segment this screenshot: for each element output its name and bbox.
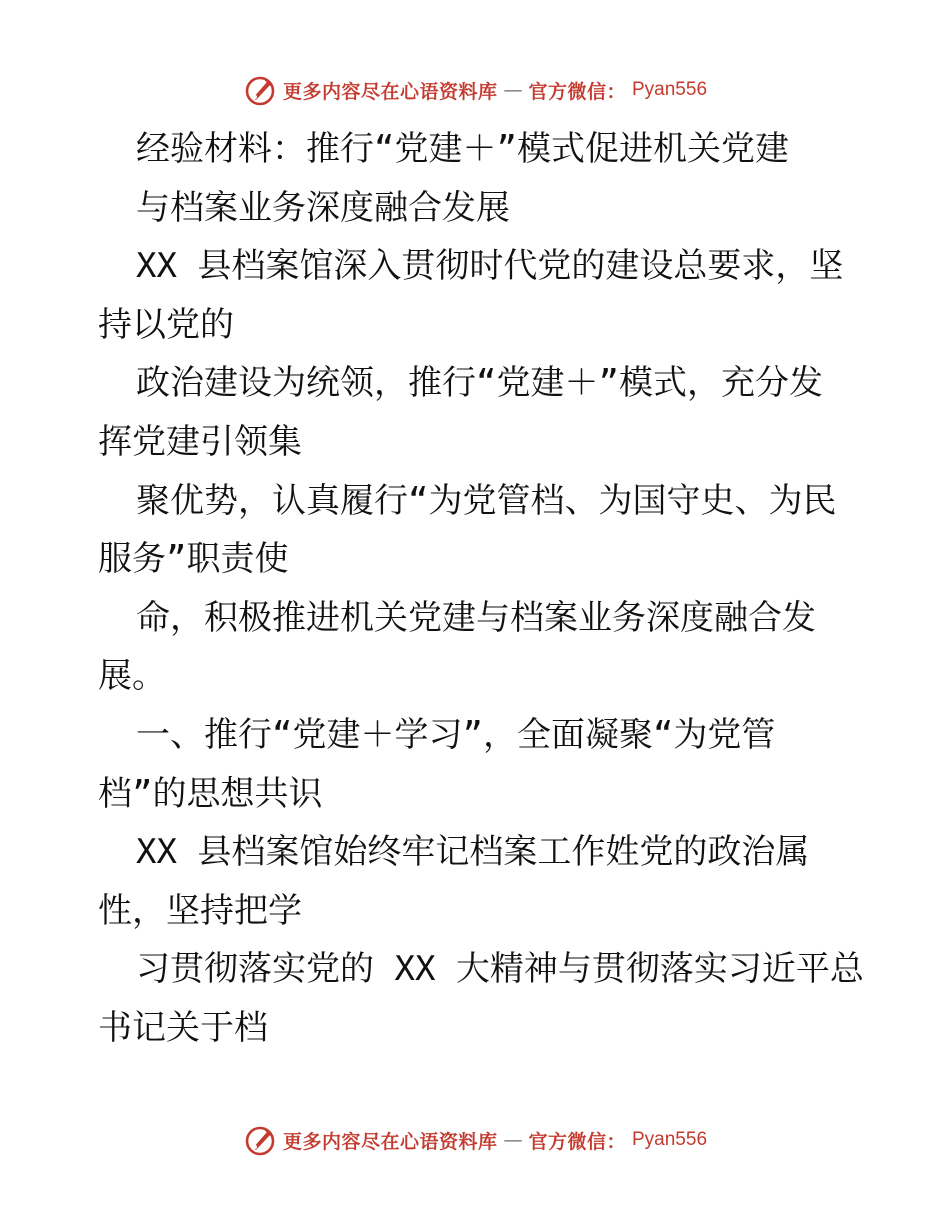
header-banner-text: 更多内容尽在心语资料库	[282, 80, 498, 103]
paragraph-line: XX 县档案馆始终牢记档案工作姓党的政治属	[136, 832, 810, 873]
paragraph-line: 持以党的	[98, 304, 234, 345]
paragraph-line: 政治建设为统领，推行“党建＋”模式，充分发	[136, 363, 823, 404]
paragraph-line: 展。	[98, 656, 166, 697]
title-line-1: 经验材料：推行“党建＋”模式促进机关党建	[136, 129, 789, 169]
footer-banner-dash: —	[503, 1129, 523, 1151]
footer-wechat-account: Pyan556	[632, 1129, 708, 1150]
header-banner-dash: —	[503, 79, 523, 101]
header-wechat-label: 官方微信：	[528, 80, 626, 103]
paragraph-line: 性，坚持把学	[98, 890, 302, 931]
footer-banner-text: 更多内容尽在心语资料库	[282, 1130, 498, 1153]
header-wechat-account: Pyan556	[632, 79, 708, 100]
paragraph-line: 习贯彻落实党的 XX 大精神与贯彻落实习近平总	[136, 949, 864, 990]
header-banner	[0, 68, 950, 112]
document-body	[98, 120, 868, 1058]
paragraph-line: 命，积极推进机关党建与档案业务深度融合发	[136, 597, 816, 638]
paragraph-line: 书记关于档	[98, 1007, 268, 1048]
paragraph-line: 聚优势，认真履行“为党管档、为国守史、为民	[136, 480, 837, 521]
footer-banner	[0, 1118, 950, 1162]
paragraph-line: 挥党建引领集	[98, 421, 302, 462]
footer-wechat-label: 官方微信：	[528, 1130, 626, 1153]
paragraph-line: 服务”职责使	[98, 539, 289, 580]
section-heading-line: 一、推行“党建＋学习”，全面凝聚“为党管	[136, 714, 776, 755]
title-line-2: 与档案业务深度融合发展	[136, 187, 510, 228]
section-heading-line: 档”的思想共识	[98, 773, 323, 814]
quill-logo-icon	[243, 1123, 277, 1157]
quill-logo-icon	[243, 73, 277, 107]
paragraph-line: XX 县档案馆深入贯彻时代党的建设总要求，坚	[136, 246, 844, 287]
